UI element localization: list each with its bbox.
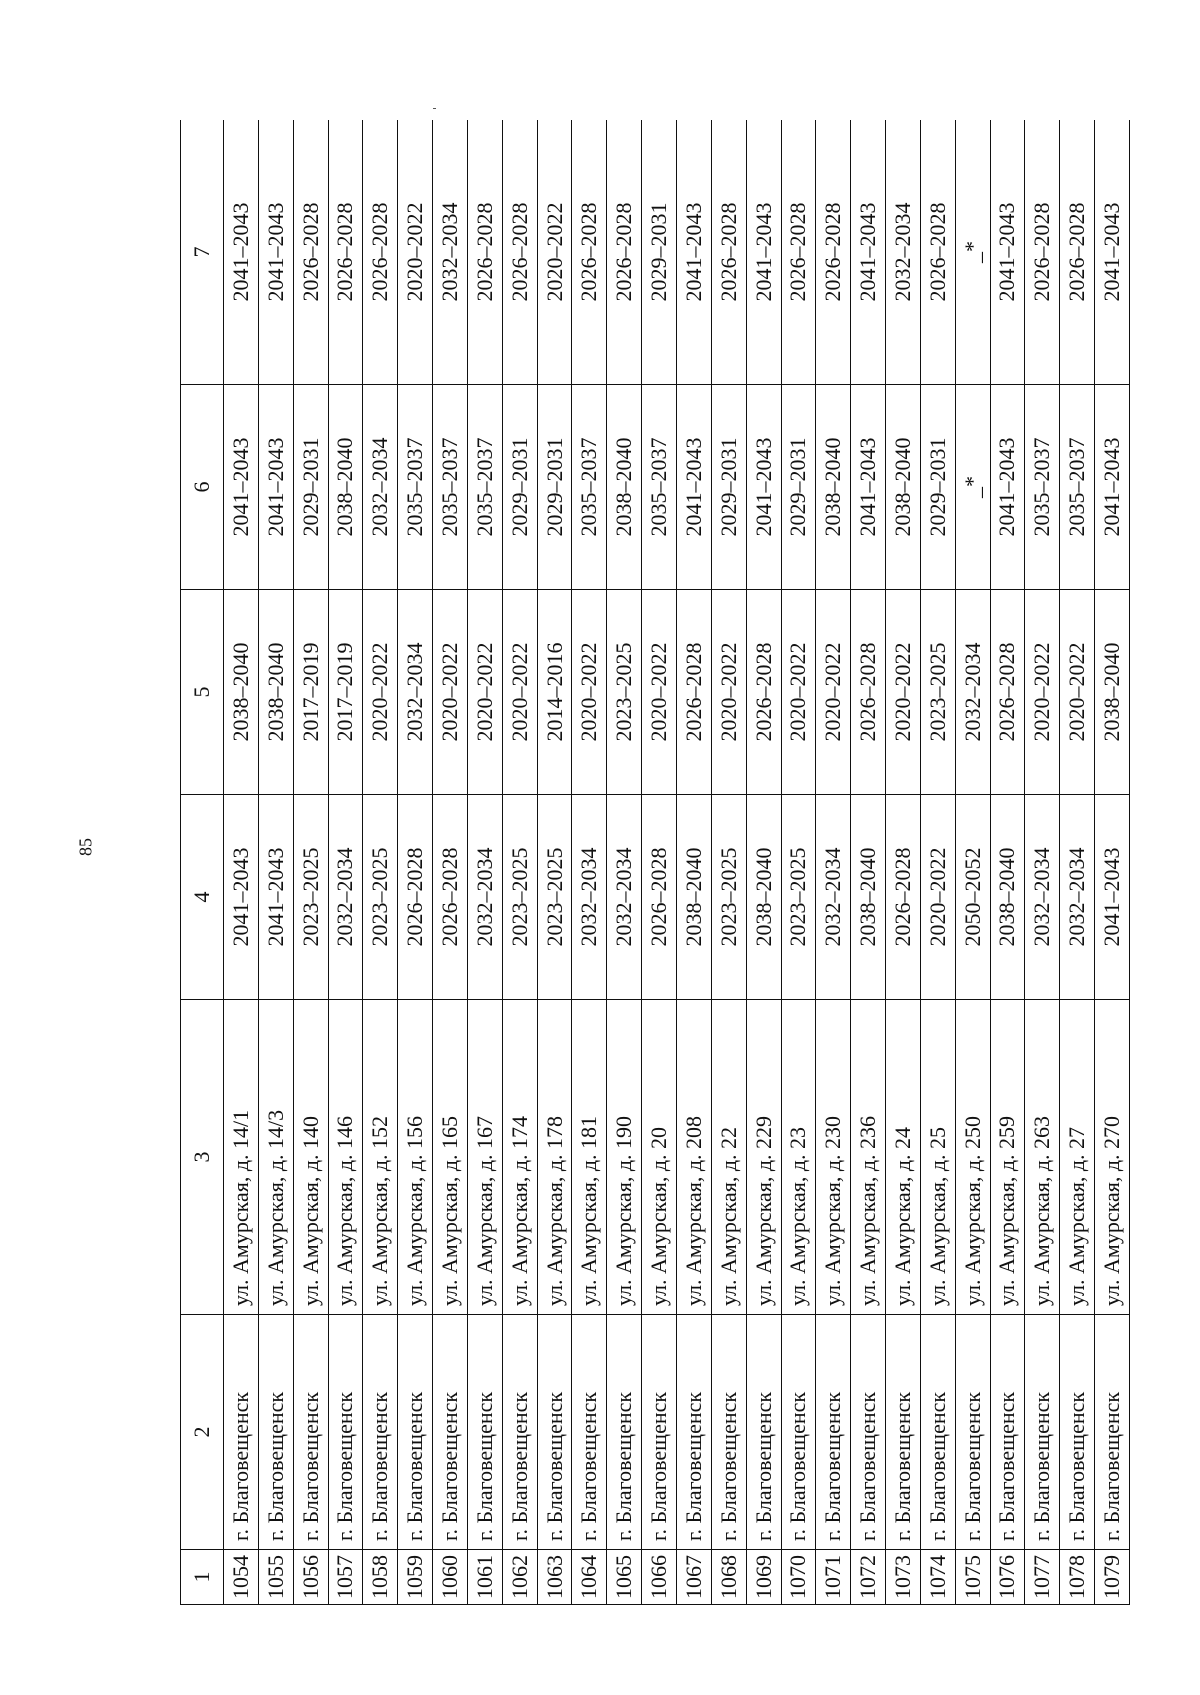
cell-period-4: 2023–2025	[363, 795, 398, 1000]
cell-city: г. Благовещенск	[537, 1315, 572, 1550]
cell-address: ул. Амурская, д. 208	[676, 1000, 711, 1315]
cell-period-5: 2020–2022	[363, 590, 398, 795]
table-row	[676, 120, 711, 1605]
cell-period-7: 2020–2022	[398, 120, 433, 385]
cell-period-4: 2050–2052	[955, 795, 990, 1000]
cell-period-6: 2041–2043	[676, 385, 711, 590]
cell-number: 1065	[607, 1550, 642, 1605]
cell-city: г. Благовещенск	[746, 1315, 781, 1550]
cell-period-6: 2038–2040	[328, 385, 363, 590]
cell-period-7: 2032–2034	[886, 120, 921, 385]
table-row	[293, 120, 328, 1605]
cell-number: 1054	[224, 1550, 259, 1605]
cell-address: ул. Амурская, д. 167	[467, 1000, 502, 1315]
cell-number: 1073	[886, 1550, 921, 1605]
cell-period-5: 2026–2028	[851, 590, 886, 795]
cell-number: 1055	[258, 1550, 293, 1605]
table-row	[1025, 120, 1060, 1605]
cell-period-7: 2026–2028	[781, 120, 816, 385]
cell-period-4: 2041–2043	[258, 795, 293, 1000]
table-row	[363, 120, 398, 1605]
cell-period-7: 2041–2043	[851, 120, 886, 385]
cell-city: г. Благовещенск	[851, 1315, 886, 1550]
table-row	[502, 120, 537, 1605]
cell-city: г. Благовещенск	[676, 1315, 711, 1550]
cell-address: ул. Амурская, д. 174	[502, 1000, 537, 1315]
cell-period-7: 2041–2043	[746, 120, 781, 385]
table-row	[433, 120, 468, 1605]
cell-period-5: 2020–2022	[502, 590, 537, 795]
cell-period-7: 2026–2028	[1025, 120, 1060, 385]
cell-city: г. Благовещенск	[1095, 1315, 1130, 1550]
cell-city: г. Благовещенск	[711, 1315, 746, 1550]
cell-number: 1060	[433, 1550, 468, 1605]
cell-period-7: 2020–2022	[537, 120, 572, 385]
cell-address: ул. Амурская, д. 181	[572, 1000, 607, 1315]
cell-city: г. Благовещенск	[816, 1315, 851, 1550]
cell-address: ул. Амурская, д. 14/3	[258, 1000, 293, 1315]
cell-city: г. Благовещенск	[642, 1315, 677, 1550]
cell-number: 1067	[676, 1550, 711, 1605]
cell-period-7: 2026–2028	[502, 120, 537, 385]
cell-period-4: 2032–2034	[467, 795, 502, 1000]
cell-period-7: 2026–2028	[293, 120, 328, 385]
cell-period-7: 2041–2043	[676, 120, 711, 385]
cell-city: г. Благовещенск	[955, 1315, 990, 1550]
cell-address: ул. Амурская, д. 250	[955, 1000, 990, 1315]
header-cell: 1	[181, 1550, 224, 1605]
rotated-table-container	[180, 120, 1130, 1605]
cell-period-6: 2035–2037	[1060, 385, 1095, 590]
cell-city: г. Благовещенск	[607, 1315, 642, 1550]
cell-number: 1063	[537, 1550, 572, 1605]
cell-period-5: 2032–2034	[955, 590, 990, 795]
cell-address: ул. Амурская, д. 24	[886, 1000, 921, 1315]
table-row	[711, 120, 746, 1605]
cell-city: г. Благовещенск	[502, 1315, 537, 1550]
cell-city: г. Благовещенск	[781, 1315, 816, 1550]
cell-period-4: 2020–2022	[920, 795, 955, 1000]
header-cell: 4	[181, 795, 224, 1000]
cell-address: ул. Амурская, д. 270	[1095, 1000, 1130, 1315]
cell-period-5: 2020–2022	[816, 590, 851, 795]
cell-period-7: 2026–2028	[607, 120, 642, 385]
scan-mark	[433, 108, 436, 109]
cell-address: ул. Амурская, д. 152	[363, 1000, 398, 1315]
cell-address: ул. Амурская, д. 230	[816, 1000, 851, 1315]
cell-period-6: 2029–2031	[781, 385, 816, 590]
table-row	[886, 120, 921, 1605]
cell-address: ул. Амурская, д. 23	[781, 1000, 816, 1315]
table-row	[1060, 120, 1095, 1605]
cell-period-6: 2035–2037	[642, 385, 677, 590]
cell-period-5: 2020–2022	[886, 590, 921, 795]
cell-address: ул. Амурская, д. 25	[920, 1000, 955, 1315]
cell-period-4: 2023–2025	[293, 795, 328, 1000]
cell-period-5: 2020–2022	[642, 590, 677, 795]
cell-period-6: 2041–2043	[224, 385, 259, 590]
cell-period-7: 2026–2028	[711, 120, 746, 385]
cell-address: ул. Амурская, д. 14/1	[224, 1000, 259, 1315]
cell-address: ул. Амурская, д. 263	[1025, 1000, 1060, 1315]
cell-period-5: 2026–2028	[676, 590, 711, 795]
cell-city: г. Благовещенск	[1060, 1315, 1095, 1550]
cell-period-4: 2041–2043	[224, 795, 259, 1000]
cell-period-7: 2029–2031	[642, 120, 677, 385]
schedule-table	[180, 120, 1130, 1605]
cell-period-5: 2020–2022	[1025, 590, 1060, 795]
cell-city: г. Благовещенск	[328, 1315, 363, 1550]
cell-city: г. Благовещенск	[920, 1315, 955, 1550]
cell-period-7: _*	[955, 120, 990, 385]
cell-period-5: 2023–2025	[920, 590, 955, 795]
cell-number: 1069	[746, 1550, 781, 1605]
cell-city: г. Благовещенск	[363, 1315, 398, 1550]
cell-period-4: 2032–2034	[572, 795, 607, 1000]
cell-period-4: 2023–2025	[711, 795, 746, 1000]
table-row	[537, 120, 572, 1605]
table-row	[224, 120, 259, 1605]
cell-period-4: 2026–2028	[433, 795, 468, 1000]
cell-period-5: 2017–2019	[328, 590, 363, 795]
table-row	[1095, 120, 1130, 1605]
cell-address: ул. Амурская, д. 20	[642, 1000, 677, 1315]
cell-address: ул. Амурская, д. 22	[711, 1000, 746, 1315]
table-row	[816, 120, 851, 1605]
cell-period-7: 2041–2043	[1095, 120, 1130, 385]
cell-period-4: 2023–2025	[502, 795, 537, 1000]
cell-period-7: 2026–2028	[328, 120, 363, 385]
cell-period-4: 2032–2034	[816, 795, 851, 1000]
cell-city: г. Благовещенск	[224, 1315, 259, 1550]
cell-number: 1078	[1060, 1550, 1095, 1605]
cell-number: 1070	[781, 1550, 816, 1605]
cell-period-6: 2035–2037	[1025, 385, 1060, 590]
cell-period-5: 2038–2040	[1095, 590, 1130, 795]
cell-period-6: 2032–2034	[363, 385, 398, 590]
cell-period-6: _*	[955, 385, 990, 590]
cell-number: 1075	[955, 1550, 990, 1605]
cell-number: 1061	[467, 1550, 502, 1605]
page-number: 85	[75, 838, 96, 856]
header-cell: 2	[181, 1315, 224, 1550]
table-row	[920, 120, 955, 1605]
cell-address: ул. Амурская, д. 236	[851, 1000, 886, 1315]
cell-address: ул. Амурская, д. 27	[1060, 1000, 1095, 1315]
cell-period-7: 2026–2028	[572, 120, 607, 385]
cell-period-5: 2020–2022	[1060, 590, 1095, 795]
cell-period-7: 2026–2028	[1060, 120, 1095, 385]
cell-period-6: 2035–2037	[398, 385, 433, 590]
header-cell: 5	[181, 590, 224, 795]
table-row	[607, 120, 642, 1605]
cell-address: ул. Амурская, д. 178	[537, 1000, 572, 1315]
cell-address: ул. Амурская, д. 140	[293, 1000, 328, 1315]
header-cell: 6	[181, 385, 224, 590]
cell-number: 1077	[1025, 1550, 1060, 1605]
cell-period-4: 2041–2043	[1095, 795, 1130, 1000]
table-row	[990, 120, 1025, 1605]
cell-period-6: 2035–2037	[467, 385, 502, 590]
cell-period-6: 2029–2031	[502, 385, 537, 590]
cell-number: 1076	[990, 1550, 1025, 1605]
cell-address: ул. Амурская, д. 146	[328, 1000, 363, 1315]
cell-period-7: 2041–2043	[990, 120, 1025, 385]
header-cell: 7	[181, 120, 224, 385]
cell-number: 1059	[398, 1550, 433, 1605]
table-row	[258, 120, 293, 1605]
table-row	[955, 120, 990, 1605]
cell-period-4: 2026–2028	[642, 795, 677, 1000]
table-row	[781, 120, 816, 1605]
cell-city: г. Благовещенск	[1025, 1315, 1060, 1550]
cell-period-4: 2032–2034	[1060, 795, 1095, 1000]
cell-period-4: 2032–2034	[1025, 795, 1060, 1000]
cell-address: ул. Амурская, д. 259	[990, 1000, 1025, 1315]
table-row	[328, 120, 363, 1605]
cell-period-4: 2038–2040	[746, 795, 781, 1000]
cell-period-5: 2020–2022	[781, 590, 816, 795]
table-row	[467, 120, 502, 1605]
cell-number: 1062	[502, 1550, 537, 1605]
cell-city: г. Благовещенск	[886, 1315, 921, 1550]
header-cell: 3	[181, 1000, 224, 1315]
cell-number: 1058	[363, 1550, 398, 1605]
cell-number: 1072	[851, 1550, 886, 1605]
table-body	[181, 120, 1130, 1605]
cell-period-5: 2020–2022	[433, 590, 468, 795]
cell-period-7: 2041–2043	[258, 120, 293, 385]
cell-city: г. Благовещенск	[293, 1315, 328, 1550]
cell-period-5: 2026–2028	[990, 590, 1025, 795]
cell-number: 1079	[1095, 1550, 1130, 1605]
cell-number: 1066	[642, 1550, 677, 1605]
cell-period-4: 2023–2025	[781, 795, 816, 1000]
cell-period-7: 2026–2028	[920, 120, 955, 385]
cell-number: 1068	[711, 1550, 746, 1605]
cell-address: ул. Амурская, д. 229	[746, 1000, 781, 1315]
cell-period-4: 2023–2025	[537, 795, 572, 1000]
cell-city: г. Благовещенск	[258, 1315, 293, 1550]
cell-period-5: 2026–2028	[746, 590, 781, 795]
cell-period-5: 2020–2022	[711, 590, 746, 795]
cell-period-5: 2038–2040	[258, 590, 293, 795]
cell-city: г. Благовещенск	[572, 1315, 607, 1550]
cell-city: г. Благовещенск	[990, 1315, 1025, 1550]
table-row	[398, 120, 433, 1605]
cell-period-7: 2041–2043	[224, 120, 259, 385]
cell-address: ул. Амурская, д. 165	[433, 1000, 468, 1315]
table-row	[572, 120, 607, 1605]
cell-period-7: 2026–2028	[467, 120, 502, 385]
cell-period-4: 2032–2034	[607, 795, 642, 1000]
cell-period-6: 2029–2031	[293, 385, 328, 590]
cell-number: 1074	[920, 1550, 955, 1605]
cell-city: г. Благовещенск	[398, 1315, 433, 1550]
cell-period-5: 2020–2022	[572, 590, 607, 795]
cell-period-6: 2038–2040	[816, 385, 851, 590]
cell-period-6: 2038–2040	[886, 385, 921, 590]
cell-number: 1057	[328, 1550, 363, 1605]
cell-period-6: 2029–2031	[711, 385, 746, 590]
cell-period-4: 2032–2034	[328, 795, 363, 1000]
cell-period-6: 2041–2043	[258, 385, 293, 590]
cell-period-7: 2026–2028	[363, 120, 398, 385]
cell-period-5: 2023–2025	[607, 590, 642, 795]
cell-period-6: 2029–2031	[920, 385, 955, 590]
cell-period-6: 2035–2037	[572, 385, 607, 590]
cell-number: 1064	[572, 1550, 607, 1605]
cell-period-6: 2041–2043	[1095, 385, 1130, 590]
cell-period-4: 2038–2040	[851, 795, 886, 1000]
cell-address: ул. Амурская, д. 156	[398, 1000, 433, 1315]
table-frame	[180, 120, 1130, 1605]
cell-period-4: 2026–2028	[398, 795, 433, 1000]
cell-period-7: 2026–2028	[816, 120, 851, 385]
cell-period-5: 2017–2019	[293, 590, 328, 795]
cell-period-4: 2038–2040	[990, 795, 1025, 1000]
cell-period-6: 2041–2043	[990, 385, 1025, 590]
cell-period-5: 2032–2034	[398, 590, 433, 795]
cell-period-4: 2038–2040	[676, 795, 711, 1000]
cell-period-5: 2038–2040	[224, 590, 259, 795]
cell-city: г. Благовещенск	[433, 1315, 468, 1550]
cell-period-7: 2032–2034	[433, 120, 468, 385]
cell-number: 1071	[816, 1550, 851, 1605]
cell-period-6: 2038–2040	[607, 385, 642, 590]
cell-period-5: 2014–2016	[537, 590, 572, 795]
cell-period-6: 2035–2037	[433, 385, 468, 590]
cell-period-6: 2029–2031	[537, 385, 572, 590]
cell-number: 1056	[293, 1550, 328, 1605]
cell-period-5: 2020–2022	[467, 590, 502, 795]
table-row	[746, 120, 781, 1605]
table-header-row	[181, 120, 224, 1605]
table-row	[642, 120, 677, 1605]
cell-period-6: 2041–2043	[746, 385, 781, 590]
cell-period-4: 2026–2028	[886, 795, 921, 1000]
cell-address: ул. Амурская, д. 190	[607, 1000, 642, 1315]
table-row	[851, 120, 886, 1605]
cell-period-6: 2041–2043	[851, 385, 886, 590]
cell-city: г. Благовещенск	[467, 1315, 502, 1550]
